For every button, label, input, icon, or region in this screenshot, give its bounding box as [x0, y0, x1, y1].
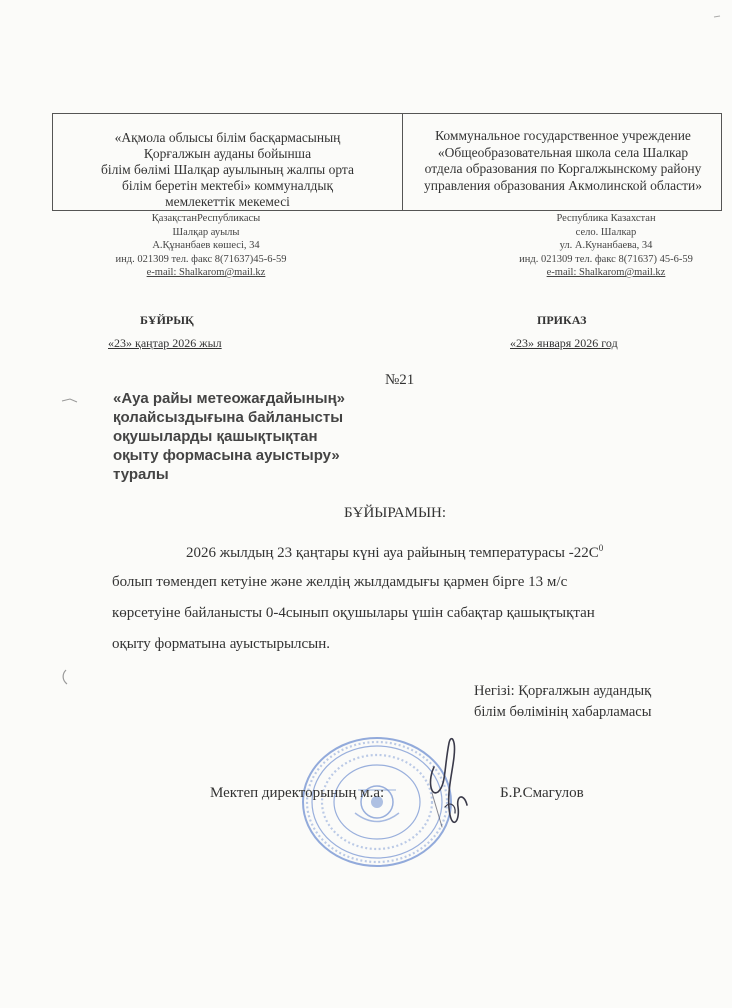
address-kz [96, 212, 316, 280]
scan-speck [712, 12, 722, 22]
letterhead-ru-line: «Общеобразовательная школа села Шалкар [437, 144, 689, 160]
address-ru-street: ул. А.Кунанбаева, 34 [559, 240, 653, 251]
letterhead-ru-line: управления образования Акмолинской области» [424, 177, 702, 193]
letterhead-kz [53, 130, 402, 210]
letterhead-ru-line: отдела образования по Коргалжынскому району [424, 161, 702, 176]
scan-speck [58, 668, 72, 686]
letterhead-kz-line: білім бөлімі Шалқар ауылының жалпы орта [101, 162, 354, 177]
letterhead-kz-line: Қорғалжын ауданы бойынша [143, 146, 312, 161]
address-kz-village: Шалқар ауылы [172, 226, 240, 238]
letterhead-table [52, 113, 722, 211]
body-line-2: болып төмендеп кетуіне және желдің жылдамдығы қармен бірге 13 м/с [112, 574, 568, 590]
subject-line: туралы [113, 466, 169, 483]
letterhead-kz-line: мемлекеттік мекемесі [165, 194, 290, 209]
letterhead-divider [402, 114, 403, 210]
address-kz-street: А.Құнанбаев көшесі, 34 [152, 240, 260, 251]
body-line-3: көрсетуіне байланысты 0-4сынып оқушылары үшін сабақтар қашықтықтан [112, 605, 595, 621]
signature-name: Б.Р.Смагулов [500, 785, 584, 801]
address-ru [500, 212, 712, 280]
order-date-kz: «23» қаңтар 2026 жыл [108, 336, 222, 350]
degree-superscript: 0 [598, 543, 604, 553]
address-kz-phone: инд. 021309 тел. факс 8(71637)45-6-59 [115, 253, 287, 265]
body-line-1 [186, 543, 603, 562]
decree-heading: БҰЙЫРАМЫН: [344, 505, 447, 521]
body-line-1-text: 2026 жылдың 23 қаңтары күні ауа райының температурасы -22С [186, 545, 599, 561]
address-ru-village: село. Шалкар [575, 226, 637, 238]
letterhead-kz-line: «Ақмола облысы білім басқармасының [114, 130, 341, 145]
letterhead-ru [405, 128, 721, 194]
address-ru-email: e-mail: Shalkarom@mail.kz [546, 267, 666, 278]
body-line-4: оқыту форматына ауыстырылсын. [112, 636, 331, 652]
order-subject [113, 389, 383, 484]
signature-title: Мектеп директорының м.а: [210, 785, 385, 801]
scan-speck [60, 395, 80, 407]
letterhead-ru-line: Коммунальное государственное учреждение [435, 128, 691, 143]
subject-line: оқушыларды қашықтықтан [113, 428, 318, 445]
letterhead-kz-line: білім беретін мектебі» коммуналдық [121, 178, 334, 193]
subject-line: «Ауа райы метеожағдайының» [113, 390, 346, 407]
address-ru-country: Республика Казахстан [556, 213, 656, 224]
director-signature [420, 735, 485, 835]
order-date-ru: «23» января 2026 год [510, 336, 618, 350]
subject-line: оқыту формасына ауыстыру» [113, 447, 340, 464]
order-number: №21 [385, 372, 415, 388]
order-basis [474, 681, 694, 723]
order-label-ru: ПРИКАЗ [537, 313, 587, 327]
basis-line-1: Негізі: Қорғалжын аудандық [474, 683, 652, 699]
order-label-kz: БҰЙРЫҚ [140, 313, 194, 327]
basis-line-2: білім бөлімінің хабарламасы [474, 704, 652, 720]
address-ru-phone: инд. 021309 тел. факс 8(71637) 45-6-59 [519, 253, 693, 265]
address-kz-email: e-mail: Shalkarom@mail.kz [146, 267, 266, 278]
address-kz-country: ҚазақстанРеспубликасы [151, 213, 261, 224]
subject-line: қолайсыздығына байланысты [113, 409, 344, 426]
